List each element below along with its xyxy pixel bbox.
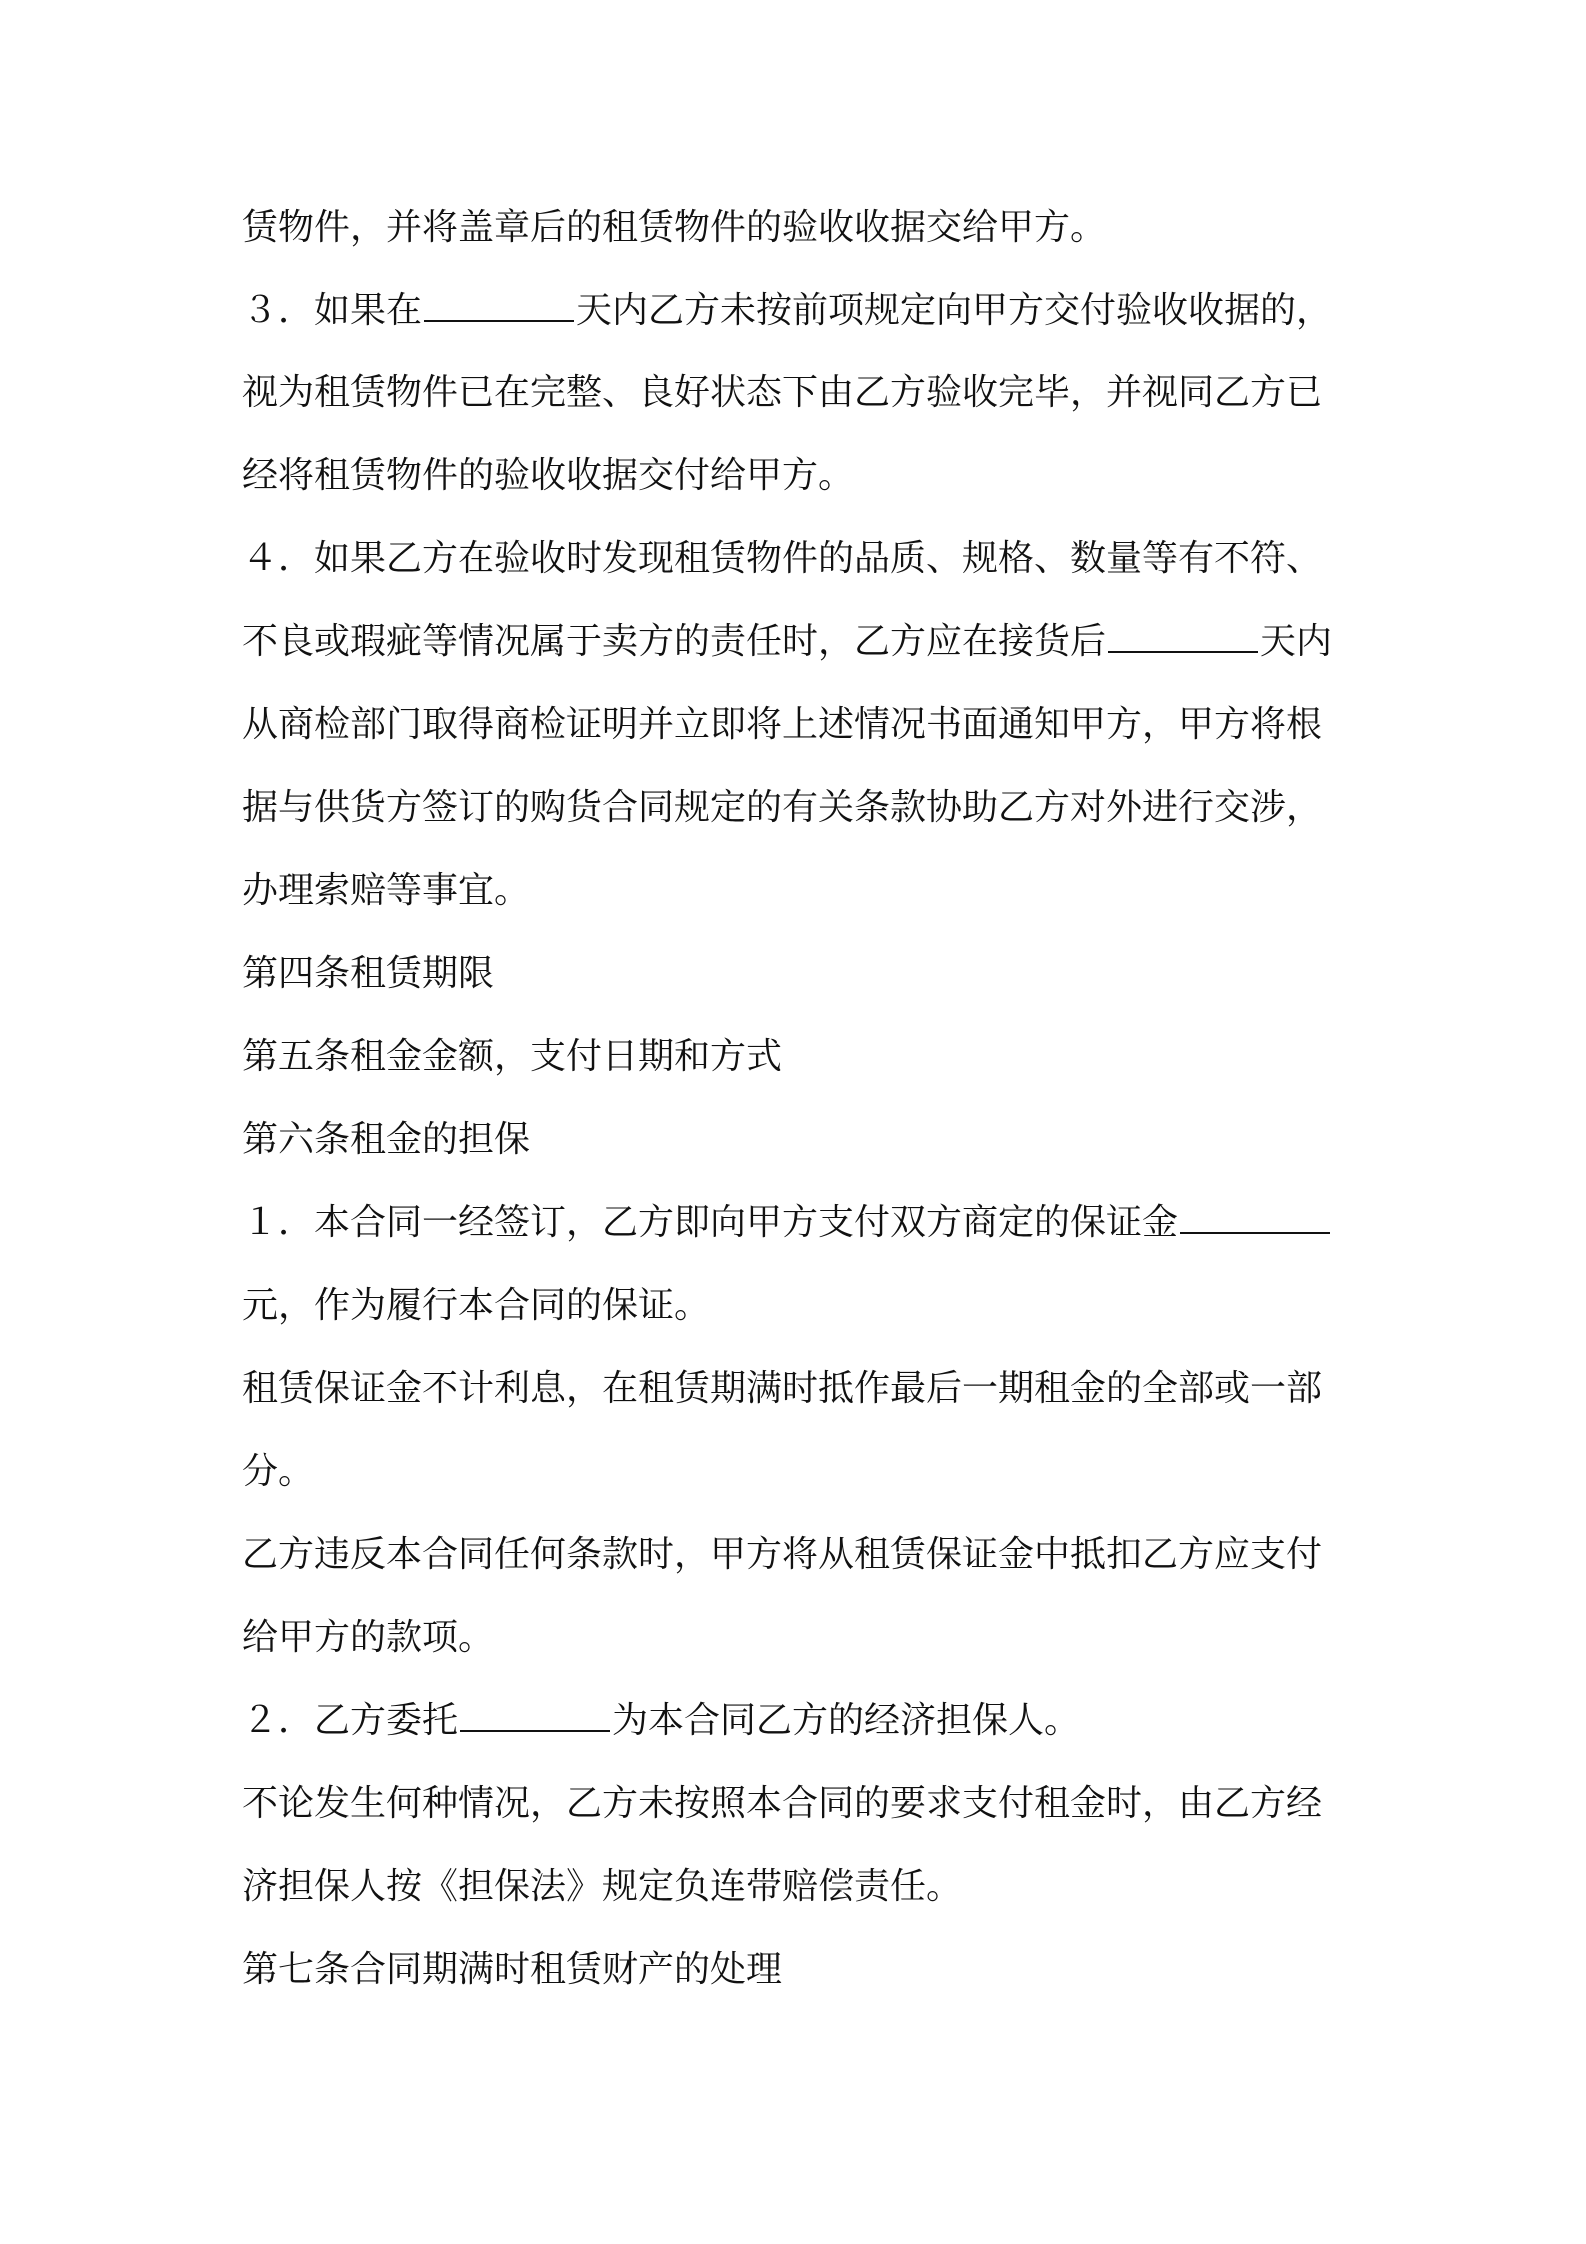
line-text: 从商检部门取得商检证明并立即将上述情况书面通知甲方，甲方将根 xyxy=(242,704,1323,745)
fill-in-blank xyxy=(1180,1202,1330,1234)
text-line xyxy=(242,1774,1322,1834)
section-heading xyxy=(242,944,494,1004)
line-text: 第四条租赁期限 xyxy=(242,953,495,994)
fill-in-blank xyxy=(460,1700,610,1732)
line-text: 租赁保证金不计利息，在租赁期满时抵作最后一期租金的全部或一部 xyxy=(242,1368,1323,1409)
text-line xyxy=(242,778,1322,838)
text-line xyxy=(242,1442,314,1502)
text-line xyxy=(242,1691,1080,1751)
text-line xyxy=(242,695,1322,755)
section-heading xyxy=(242,1027,782,1087)
line-text: 天内 xyxy=(1260,621,1333,662)
section-heading xyxy=(242,1940,782,2000)
line-text: ４．如果乙方在验收时发现租赁物件的品质、规格、数量等有不符、 xyxy=(242,538,1323,579)
line-text: 乙方违反本合同任何条款时，甲方将从租赁保证金中抵扣乙方应支付 xyxy=(242,1534,1323,1575)
text-line xyxy=(242,1359,1322,1419)
line-text: 经将租赁物件的验收收据交付给甲方。 xyxy=(242,455,855,496)
text-line xyxy=(242,1276,710,1336)
text-line xyxy=(242,363,1322,423)
text-line xyxy=(242,281,1332,341)
text-line xyxy=(242,1608,494,1668)
line-text: 分。 xyxy=(242,1451,315,1492)
line-text: 第七条合同期满时租赁财产的处理 xyxy=(242,1949,783,1990)
line-text: ３．如果在 xyxy=(242,290,423,331)
line-text: ２．乙方委托 xyxy=(242,1700,459,1741)
line-text: 给甲方的款项。 xyxy=(242,1617,495,1658)
text-line xyxy=(242,1193,1332,1253)
line-text: 天内乙方未按前项规定向甲方交付验收收据的， xyxy=(576,290,1333,331)
line-text: 不论发生何种情况，乙方未按照本合同的要求支付租金时，由乙方经 xyxy=(242,1783,1323,1824)
line-text: 赁物件，并将盖章后的租赁物件的验收收据交给甲方。 xyxy=(242,207,1107,248)
section-heading xyxy=(242,1110,530,1170)
line-text: 第五条租金金额，支付日期和方式 xyxy=(242,1036,783,1077)
line-text: １．本合同一经签订，乙方即向甲方支付双方商定的保证金 xyxy=(242,1202,1179,1243)
text-line xyxy=(242,612,1332,672)
text-line xyxy=(242,198,1106,258)
fill-in-blank xyxy=(424,290,574,322)
text-line xyxy=(242,1857,962,1917)
line-text: 不良或瑕疵等情况属于卖方的责任时，乙方应在接货后 xyxy=(242,621,1107,662)
line-text: 第六条租金的担保 xyxy=(242,1119,531,1160)
line-text: 济担保人按《担保法》规定负连带赔偿责任。 xyxy=(242,1866,963,1907)
text-line xyxy=(242,446,854,506)
text-line xyxy=(242,529,1322,589)
text-line xyxy=(242,861,530,921)
line-text: 视为租赁物件已在完整、良好状态下由乙方验收完毕，并视同乙方已 xyxy=(242,372,1323,413)
line-text: 据与供货方签订的购货合同规定的有关条款协助乙方对外进行交涉， xyxy=(242,787,1323,828)
text-line xyxy=(242,1525,1322,1585)
line-text: 办理索赔等事宜。 xyxy=(242,870,531,911)
fill-in-blank xyxy=(1108,621,1258,653)
line-text: 为本合同乙方的经济担保人。 xyxy=(612,1700,1081,1741)
line-text: 元，作为履行本合同的保证。 xyxy=(242,1285,711,1326)
